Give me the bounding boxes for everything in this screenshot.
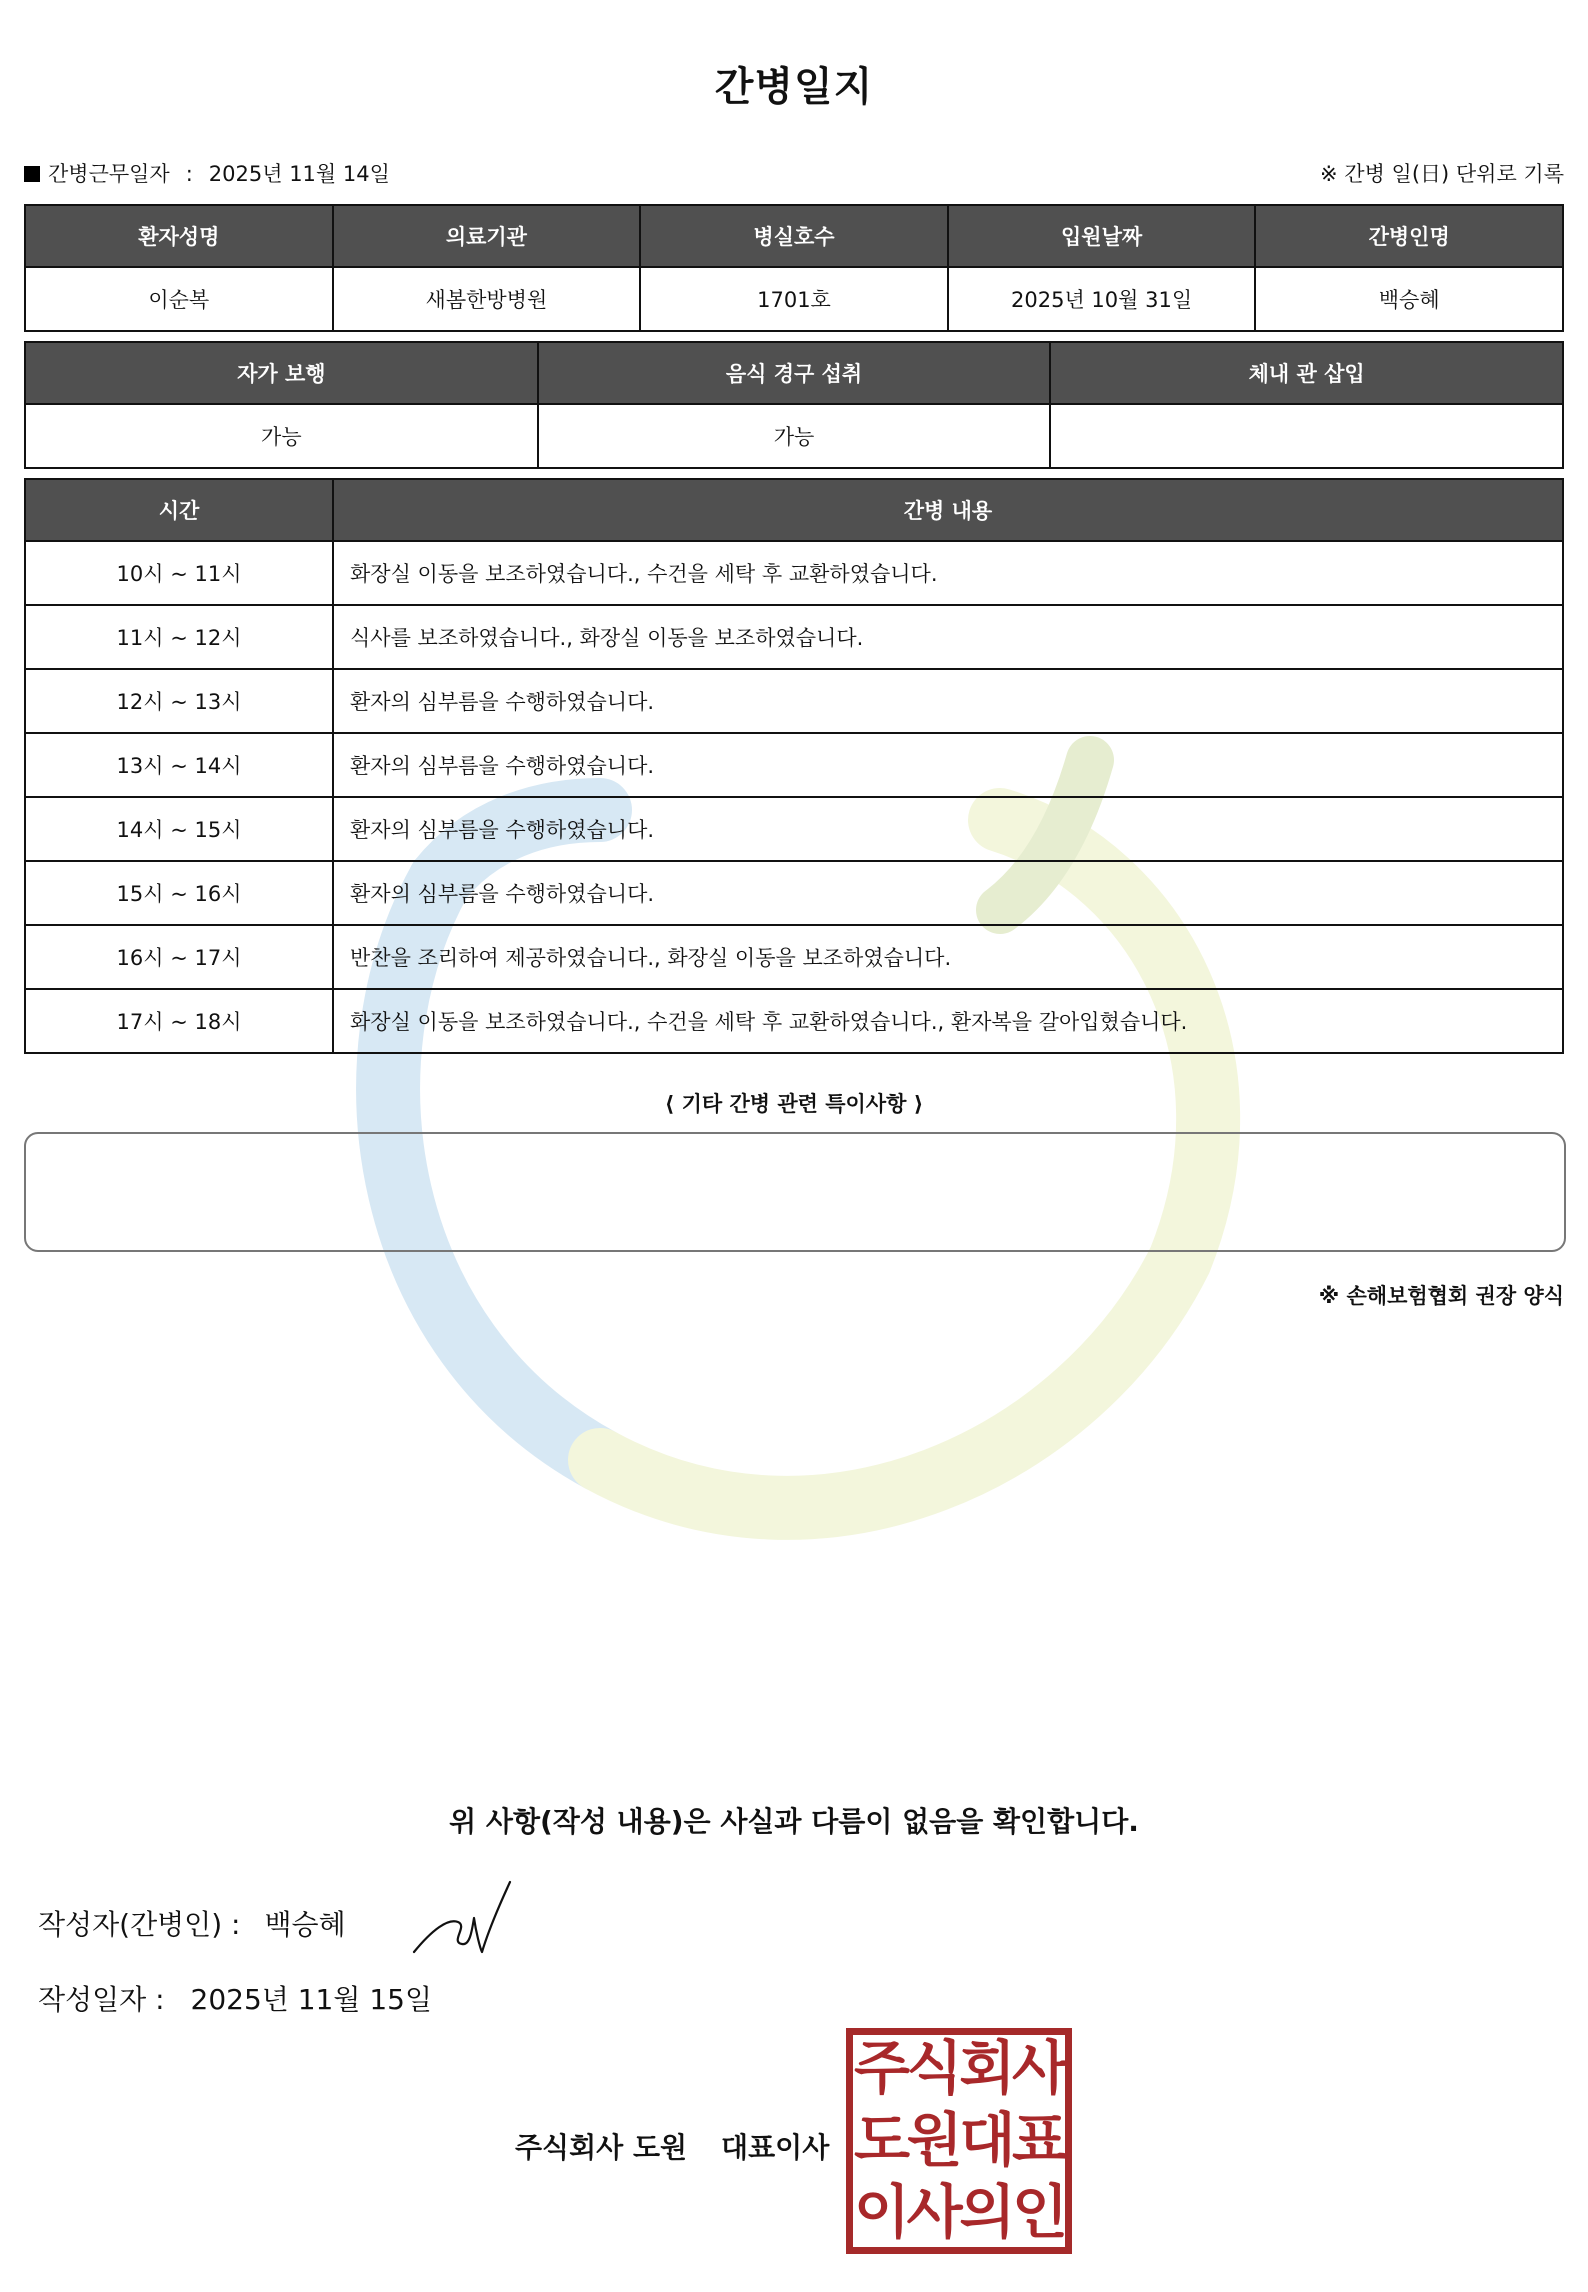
work-date-separator: : <box>185 162 193 186</box>
header-caregiver-name: 간병인명 <box>1255 205 1563 267</box>
log-time: 13시 ~ 14시 <box>25 733 333 797</box>
log-time: 17시 ~ 18시 <box>25 989 333 1053</box>
patient-status-table <box>24 341 1564 469</box>
admission-date: 2025년 10월 31일 <box>948 267 1256 331</box>
company-seal <box>846 2028 1072 2254</box>
table-row <box>25 989 1563 1053</box>
header-care-content: 간병 내용 <box>333 479 1563 541</box>
table-row <box>25 925 1563 989</box>
log-time: 14시 ~ 15시 <box>25 797 333 861</box>
header-tube-insertion: 체내 관 삽입 <box>1050 342 1563 404</box>
work-date-label: 간병근무일자 <box>48 162 170 186</box>
work-date-line <box>24 158 390 188</box>
header-time: 시간 <box>25 479 333 541</box>
seal-char: 식 <box>906 2034 963 2102</box>
company-title: 대표이사 <box>721 2131 830 2164</box>
seal-char: 의 <box>959 2178 1016 2246</box>
room-number: 1701호 <box>640 267 948 331</box>
writer-line <box>38 1903 346 1943</box>
header-oral-intake: 음식 경구 섭취 <box>538 342 1051 404</box>
log-time: 16시 ~ 17시 <box>25 925 333 989</box>
notes-box <box>24 1132 1566 1252</box>
seal-char: 회 <box>959 2034 1016 2102</box>
seal-char: 주 <box>854 2034 911 2102</box>
table-row <box>25 733 1563 797</box>
log-content: 환자의 심부름을 수행하였습니다. <box>333 861 1563 925</box>
log-content: 화장실 이동을 보조하였습니다., 수건을 세탁 후 교환하였습니다. <box>333 541 1563 605</box>
written-date-line <box>38 1978 432 2018</box>
header-admission-date: 입원날짜 <box>948 205 1256 267</box>
seal-char: 원 <box>906 2106 963 2174</box>
notes-heading: ⟨ 기타 간병 관련 특이사항 ⟩ <box>664 1092 924 1116</box>
log-time: 10시 ~ 11시 <box>25 541 333 605</box>
header-hospital: 의료기관 <box>333 205 641 267</box>
seal-char: 사 <box>1011 2034 1068 2102</box>
seal-char: 대 <box>959 2106 1016 2174</box>
work-date-value: 2025년 11월 14일 <box>208 162 390 186</box>
seal-char: 표 <box>1011 2106 1068 2174</box>
signature-image <box>410 1878 520 1958</box>
company-line <box>515 2126 829 2166</box>
log-content: 환자의 심부름을 수행하였습니다. <box>333 669 1563 733</box>
log-content: 환자의 심부름을 수행하였습니다. <box>333 797 1563 861</box>
writer-label: 작성자(간병인) : <box>38 1908 241 1941</box>
header-patient-name: 환자성명 <box>25 205 333 267</box>
table-row <box>25 669 1563 733</box>
table-header-row <box>25 342 1563 404</box>
log-time: 11시 ~ 12시 <box>25 605 333 669</box>
header-self-walking: 자가 보행 <box>25 342 538 404</box>
confirmation-statement: 위 사항(작성 내용)은 사실과 다름이 없음을 확인합니다. <box>449 1805 1139 1838</box>
log-time: 15시 ~ 16시 <box>25 861 333 925</box>
document-title: 간병일지 <box>714 64 874 110</box>
square-bullet-icon <box>24 166 40 182</box>
care-log-table <box>24 478 1564 1054</box>
table-row <box>25 605 1563 669</box>
table-row <box>25 404 1563 468</box>
seal-char: 도 <box>854 2106 911 2174</box>
hospital: 새봄한방병원 <box>333 267 641 331</box>
self-walking-value: 가능 <box>25 404 538 468</box>
unit-note: ※ 간병 일(日) 단위로 기록 <box>1320 162 1564 186</box>
log-content: 환자의 심부름을 수행하였습니다. <box>333 733 1563 797</box>
header-room-number: 병실호수 <box>640 205 948 267</box>
seal-row <box>854 2106 1068 2174</box>
written-date-label: 작성일자 : <box>38 1983 165 2016</box>
table-row <box>25 541 1563 605</box>
table-header-row <box>25 479 1563 541</box>
table-header-row <box>25 205 1563 267</box>
log-content: 식사를 보조하였습니다., 화장실 이동을 보조하였습니다. <box>333 605 1563 669</box>
caregiver-name: 백승혜 <box>1255 267 1563 331</box>
table-row <box>25 267 1563 331</box>
tube-insertion-value <box>1050 404 1563 468</box>
seal-char: 사 <box>906 2178 963 2246</box>
seal-row <box>854 2178 1068 2246</box>
oral-intake-value: 가능 <box>538 404 1051 468</box>
seal-char: 이 <box>854 2178 911 2246</box>
log-time: 12시 ~ 13시 <box>25 669 333 733</box>
writer-name: 백승혜 <box>264 1908 346 1941</box>
log-content: 반찬을 조리하여 제공하였습니다., 화장실 이동을 보조하였습니다. <box>333 925 1563 989</box>
log-content: 화장실 이동을 보조하였습니다., 수건을 세탁 후 교환하였습니다., 환자복을 갈아입혔습니다. <box>333 989 1563 1053</box>
seal-row <box>854 2034 1068 2102</box>
table-row <box>25 797 1563 861</box>
seal-char: 인 <box>1011 2178 1068 2246</box>
company-name: 주식회사 도원 <box>515 2131 688 2164</box>
patient-info-table <box>24 204 1564 332</box>
patient-name: 이순복 <box>25 267 333 331</box>
recommendation-note: ※ 손해보험협회 권장 양식 <box>1318 1284 1564 1308</box>
table-row <box>25 861 1563 925</box>
written-date-value: 2025년 11월 15일 <box>190 1983 432 2016</box>
